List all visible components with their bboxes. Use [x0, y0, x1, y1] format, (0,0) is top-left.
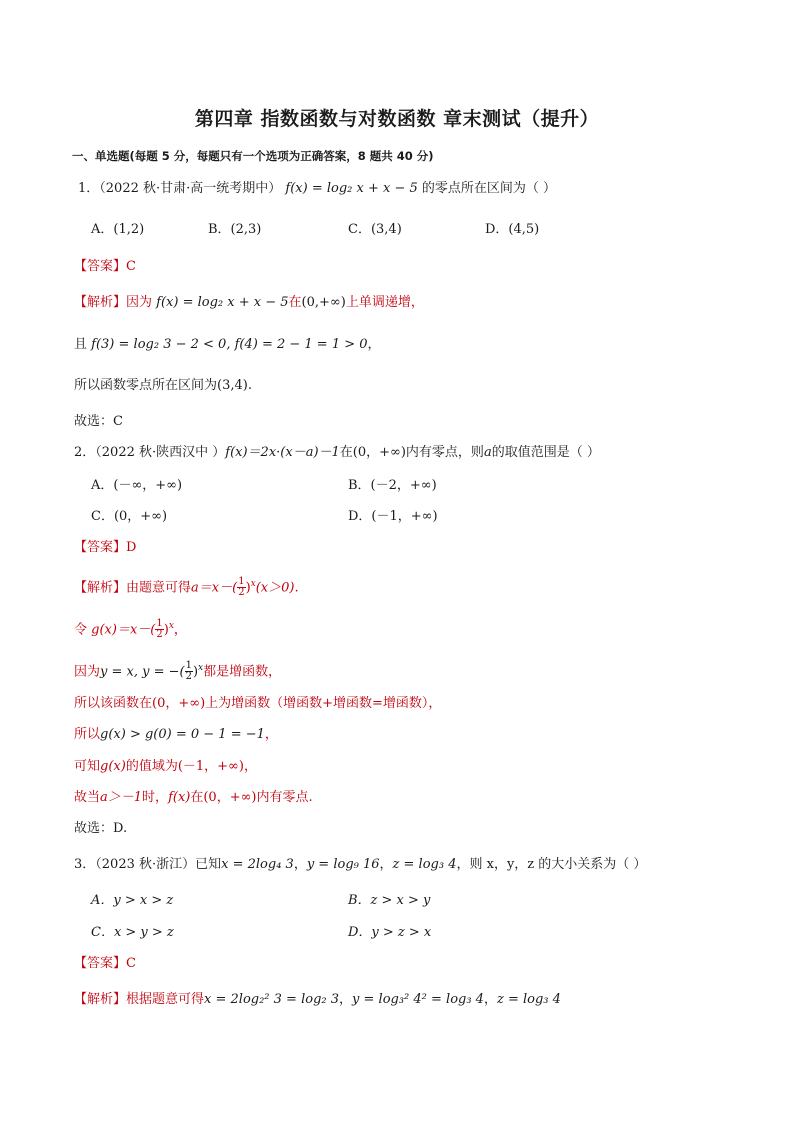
- q2-stem-var: a: [483, 445, 492, 460]
- q2-option-d: D．(－1，+∞): [348, 509, 438, 524]
- q3-stem-sep1: ，: [293, 857, 307, 872]
- q2-a2-exponent: x: [168, 621, 174, 631]
- q2-a3-formula: y = x, y = −(: [100, 664, 185, 680]
- q1-a2-pre: 且: [74, 337, 88, 352]
- q2-a1-formula: a＝x－(: [191, 580, 238, 596]
- q2-analysis-line-5: [74, 726, 278, 744]
- q2-analysis-line-2: 令 g(x)＝x－( $\frac{1}{2}$ )$^x$，: [74, 618, 187, 641]
- q2-a7-f: f(x): [168, 790, 191, 805]
- q3-answer: 【答案】C: [74, 956, 136, 971]
- q2-a3-post: 都是增函数，: [203, 664, 282, 680]
- q3-stem-sep2: ，: [379, 857, 393, 872]
- q1-option-c: C．(3,4): [348, 222, 402, 237]
- q2-stem-prefix: 2．（2022 秋·陕西汉中 ）: [74, 445, 226, 460]
- q2-a3-exponent: x: [198, 663, 204, 673]
- q2-a6-pre: 可知: [74, 759, 101, 774]
- q1-a3-pre: 所以函数零点所在区间为: [74, 378, 218, 393]
- q1-stem-formula: f(x) = log₂ x + x − 5: [285, 181, 418, 196]
- q3-stem-x: x = 2log₄ 3: [221, 857, 294, 872]
- section-heading: 一、单选题(每题 5 分，每题只有一个选项为正确答案，8 题共 40 分): [72, 149, 434, 163]
- q3-analysis-line-1: [74, 991, 561, 1009]
- q3-a1-sep2: ，: [483, 992, 497, 1007]
- q3-a1-sep1: ，: [339, 992, 353, 1007]
- q3-a1-x: x = 2log₂² 3 = log₂ 3: [204, 992, 340, 1007]
- q3-option-a: A．y > x > z: [91, 893, 174, 908]
- q1-analysis-tag: 【解析】: [74, 295, 127, 310]
- q1-analysis-line-2: [74, 336, 381, 354]
- q2-a2-fraction: $\frac{1}{2}$: [156, 618, 163, 641]
- q1-a2-post: ，: [367, 337, 381, 352]
- q1-stem-prefix: 1．（2022 秋·甘肃·高一统考期中）: [78, 181, 282, 196]
- q1-a1-pre: 因为: [126, 295, 153, 310]
- q1-a3-interval: (3,4): [217, 378, 248, 393]
- q3-stem-y: y = log₉ 16: [306, 857, 380, 872]
- q2-a3-pre: 因为: [74, 664, 101, 680]
- q2-analysis-line-3: 因为y = x, y = −( $\frac{1}{2}$ )$^x$都是增函数，: [74, 660, 282, 683]
- q2-option-a: A．(－∞，+∞): [91, 478, 183, 493]
- q3-option-b: B．z > x > y: [348, 893, 431, 908]
- q2-option-c: C．(0，+∞): [91, 509, 168, 524]
- page-title: 第四章 指数函数与对数函数 章末测试（提升）: [194, 108, 600, 130]
- q1-option-a: A．(1,2): [91, 222, 145, 237]
- q2-stem-mid: 在(0，+∞)内有零点，则: [339, 445, 484, 460]
- q1-a2-formula: f(3) = log₂ 3 − 2 < 0, f(4) = 2 − 1 = 1 > 0: [91, 337, 368, 352]
- q3-a1-pre: 根据题意可得: [126, 992, 205, 1007]
- q2-analysis-line-6: [74, 758, 257, 776]
- q3-stem: [74, 856, 646, 874]
- q1-analysis-line-3: [74, 377, 252, 395]
- q2-a5-formula: g(x) > g(0) = 0 − 1 = −1: [100, 727, 265, 742]
- q3-option-d: D．y > z > x: [348, 925, 432, 940]
- q2-a7-formula: a＞－1: [100, 790, 143, 805]
- q3-stem-prefix: 3．（2023 秋·浙江）已知: [74, 857, 222, 872]
- q3-a1-y: y = log₃² 4² = log₃ 4: [352, 992, 484, 1007]
- q2-stem: [74, 444, 600, 462]
- q2-stem-formula: f(x)＝2x·(x－a)－1: [225, 445, 340, 460]
- q1-analysis-line-1: [74, 294, 424, 312]
- q3-a1-z: z = log₃ 4: [496, 992, 561, 1007]
- q2-answer: 【答案】D: [74, 540, 137, 555]
- q2-a7-pre: 故当: [74, 790, 101, 805]
- q2-analysis-line-7: [74, 789, 313, 807]
- q2-a1-post: (x＞0).: [255, 580, 299, 596]
- q2-option-b: B．(－2，+∞): [348, 478, 437, 493]
- q1-stem: [78, 180, 556, 198]
- q1-a3-post: .: [247, 378, 252, 393]
- q2-a5-pre: 所以: [74, 727, 101, 742]
- q2-analysis-tag: 【解析】: [74, 580, 127, 596]
- q2-analysis-line-4: 所以该函数在(0，+∞)上为增函数（增函数+增函数=增函数），: [74, 696, 442, 711]
- q1-option-d: D．(4,5): [485, 222, 540, 237]
- q2-a2-post: ，: [173, 622, 187, 638]
- q1-answer: 【答案】C: [74, 259, 136, 274]
- q1-a1-mid: 在: [288, 295, 302, 310]
- q1-a1-interval: (0,+∞): [301, 295, 346, 310]
- q3-stem-suffix: ，则 x，y，z 的大小关系为（ ）: [456, 857, 647, 872]
- q2-a2-formula: g(x)＝x－(: [91, 622, 156, 638]
- q2-a1-pre: 由题意可得: [126, 580, 192, 596]
- q3-option-c: C．x > y > z: [91, 925, 174, 940]
- q2-analysis-line-1: 【解析】由题意可得a＝x－( $\frac{1}{2}$ )$^x$(x＞0).: [74, 576, 299, 599]
- q1-a1-post: 上单调递增，: [345, 295, 424, 310]
- q2-a6-formula: g(x): [100, 759, 126, 774]
- q3-stem-z: z = log₃ 4: [392, 857, 457, 872]
- q1-stem-suffix: 的零点所在区间为（ ）: [421, 181, 557, 196]
- q2-a5-post: ，: [264, 727, 278, 742]
- q2-a2-pre: 令: [74, 622, 88, 638]
- q1-choose: 故选：C: [74, 414, 123, 429]
- q2-choose: 故选：D.: [74, 821, 128, 836]
- q2-a3-fraction: $\frac{1}{2}$: [185, 660, 192, 683]
- q2-a7-post: 在(0，+∞)内有零点.: [190, 790, 313, 805]
- q3-analysis-tag: 【解析】: [74, 992, 127, 1007]
- q2-stem-suffix: 的取值范围是（ ）: [491, 445, 600, 460]
- q2-a7-mid: 时，: [142, 790, 169, 805]
- q2-a1-fraction: $\frac{1}{2}$: [238, 576, 245, 599]
- q2-a1-exponent: x: [250, 579, 256, 589]
- q1-a1-formula: f(x) = log₂ x + x − 5: [156, 295, 289, 310]
- q2-a6-post: 的值域为(－1，+∞)，: [125, 759, 257, 774]
- q1-option-b: B．(2,3): [208, 222, 262, 237]
